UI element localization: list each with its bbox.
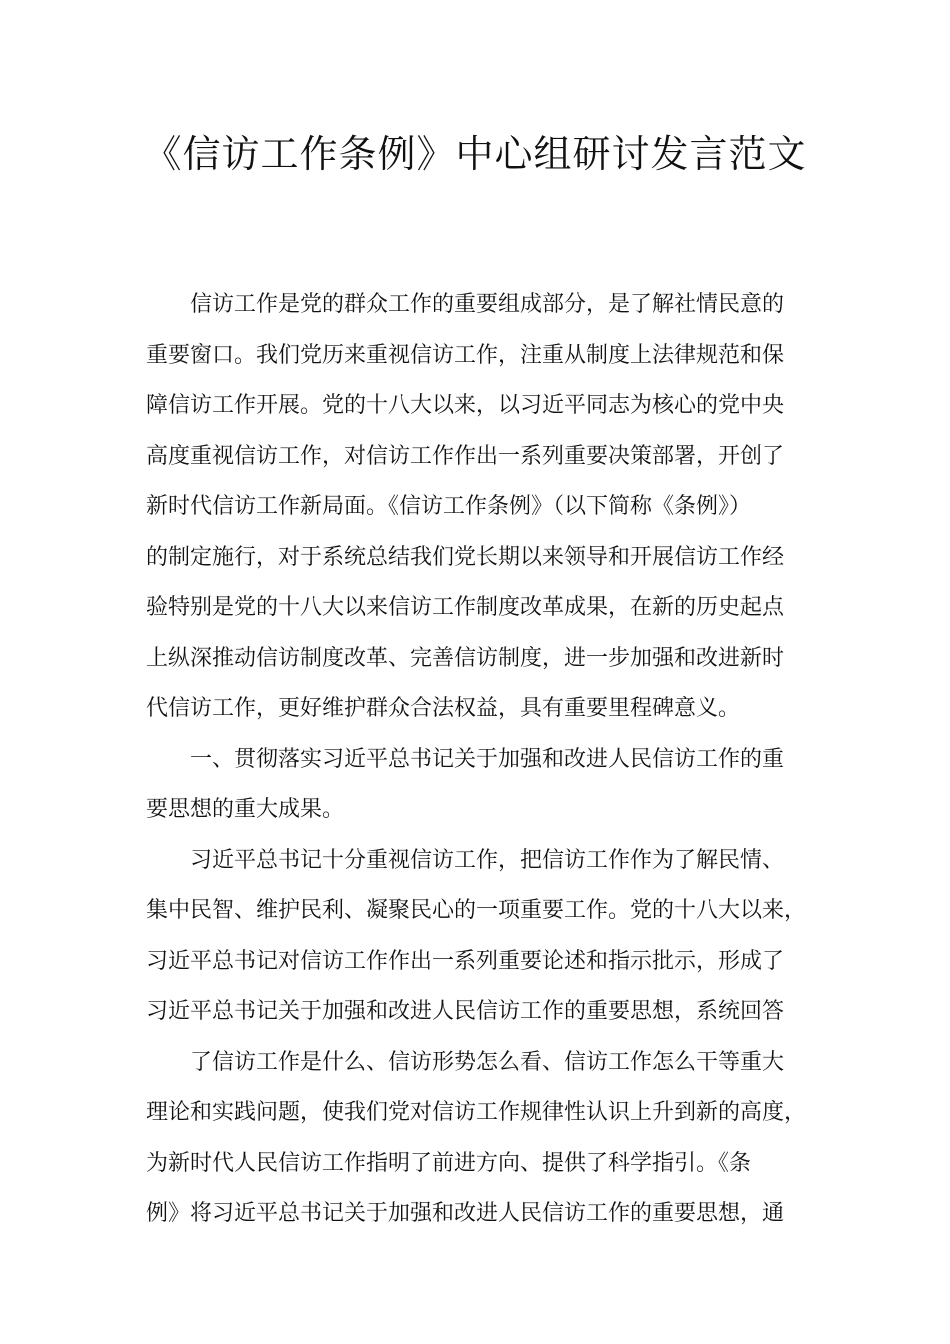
text-line: 代信访工作，更好维护群众合法权益，具有重要里程碑意义。 [146, 696, 741, 721]
text-line: 的制定施行，对于系统总结我们党长期以来领导和开展信访工作经 [146, 544, 785, 570]
text-line: 一、贯彻落实习近平总书记关于加强和改进人民信访工作的重 [190, 746, 785, 772]
text-line: 障信访工作开展。党的十八大以来，以习近平同志为核心的党中央 [146, 393, 785, 418]
text-line: 集中民智、维护民利、凝聚民心的一项重要工作。党的十八大以来， [146, 898, 807, 923]
text-line: 上纵深推动信访制度改革、完善信访制度，进一步加强和改进新时 [146, 645, 785, 671]
page-title: 《信访工作条例》中心组研讨发言范文 [143, 132, 807, 176]
text-line: 了信访工作是什么、信访形势怎么看、信访工作怎么干等重大 [190, 1049, 785, 1075]
text-line: 例》将习近平总书记关于加强和改进人民信访工作的重要思想，通 [146, 1201, 785, 1226]
text-line: 为新时代人民信访工作指明了前进方向、提供了科学指引。《条 [146, 1150, 752, 1176]
text-line: 高度重视信访工作，对信访工作作出一系列重要决策部署，开创了 [146, 443, 785, 469]
text-line: 习近平总书记对信访工作作出一系列重要论述和指示批示，形成了 [146, 948, 785, 974]
text-line: 新时代信访工作新局面。《信访工作条例》（以下简称《条例》） [146, 494, 752, 519]
text-line: 要思想的重大成果。 [146, 797, 345, 822]
text-line: 验特别是党的十八大以来信访工作制度改革成果，在新的历史起点 [146, 595, 785, 620]
text-line: 习近平总书记关于加强和改进人民信访工作的重要思想，系统回答 [146, 999, 785, 1024]
text-line: 信访工作是党的群众工作的重要组成部分，是了解社情民意的 [190, 292, 785, 317]
text-line: 理论和实践问题，使我们党对信访工作规律性认识上升到新的高度， [146, 1100, 807, 1125]
text-line: 习近平总书记十分重视信访工作，把信访工作作为了解民情、 [190, 847, 785, 873]
text-line: 重要窗口。我们党历来重视信访工作，注重从制度上法律规范和保 [146, 342, 785, 368]
document-body [146, 280, 826, 1240]
